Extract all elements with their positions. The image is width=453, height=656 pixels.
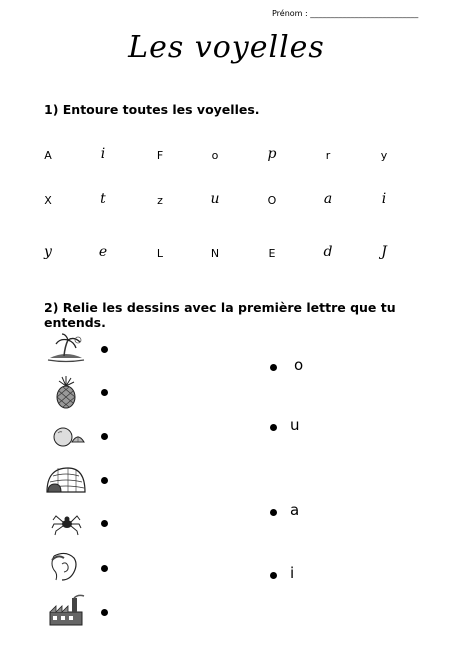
letter[interactable]: F xyxy=(156,149,164,162)
letter[interactable]: J xyxy=(381,244,387,260)
exercise-1-heading: 1) Entoure toutes les voyelles. xyxy=(44,102,260,117)
letter[interactable]: t xyxy=(100,191,106,207)
vowel-o: o xyxy=(294,356,304,374)
letter[interactable]: y xyxy=(44,244,52,260)
letter[interactable]: A xyxy=(44,149,52,162)
picture-dot[interactable] xyxy=(101,520,108,527)
vowel-dot-a[interactable] xyxy=(270,509,277,516)
letter[interactable]: N xyxy=(210,247,220,260)
pineapple-icon xyxy=(44,375,88,409)
picture-dot[interactable] xyxy=(101,433,108,440)
vowel-i: i xyxy=(290,564,295,582)
letter[interactable]: O xyxy=(267,194,277,207)
letter[interactable]: X xyxy=(44,194,52,207)
vowel-a: a xyxy=(290,501,300,519)
letter[interactable]: r xyxy=(325,149,331,162)
letter[interactable]: p xyxy=(267,146,277,162)
picture-dot[interactable] xyxy=(101,565,108,572)
picture-dot[interactable] xyxy=(101,609,108,616)
picture-dot[interactable] xyxy=(101,389,108,396)
factory-icon xyxy=(44,594,88,628)
island-icon xyxy=(44,332,88,366)
letter[interactable]: e xyxy=(98,244,108,260)
exercise-2-heading: 2) Relie les dessins avec la première lettre que tu entends. xyxy=(44,300,396,330)
letter[interactable]: o xyxy=(211,149,219,162)
letter[interactable]: i xyxy=(100,146,106,162)
vowel-dot-o[interactable] xyxy=(270,364,277,371)
vowel-dot-i[interactable] xyxy=(270,572,277,579)
letter[interactable]: E xyxy=(268,247,276,260)
vowel-dot-u[interactable] xyxy=(270,424,277,431)
picture-dot[interactable] xyxy=(101,346,108,353)
picture-dot[interactable] xyxy=(101,477,108,484)
letter[interactable]: d xyxy=(323,244,333,260)
letter[interactable]: u xyxy=(210,191,220,207)
letter[interactable]: a xyxy=(323,191,333,207)
letter[interactable]: y xyxy=(380,149,388,162)
letter[interactable]: z xyxy=(157,194,163,207)
vowel-u: u xyxy=(290,416,300,434)
ear-icon xyxy=(44,550,88,584)
letter[interactable]: i xyxy=(381,191,387,207)
page-title: Les voyelles xyxy=(128,30,325,65)
orange-icon xyxy=(44,420,88,454)
letter[interactable]: L xyxy=(156,247,164,260)
igloo-icon xyxy=(44,462,88,496)
spider-icon xyxy=(44,506,88,540)
prenom-field: Prénom : ___________________________ xyxy=(272,9,419,18)
